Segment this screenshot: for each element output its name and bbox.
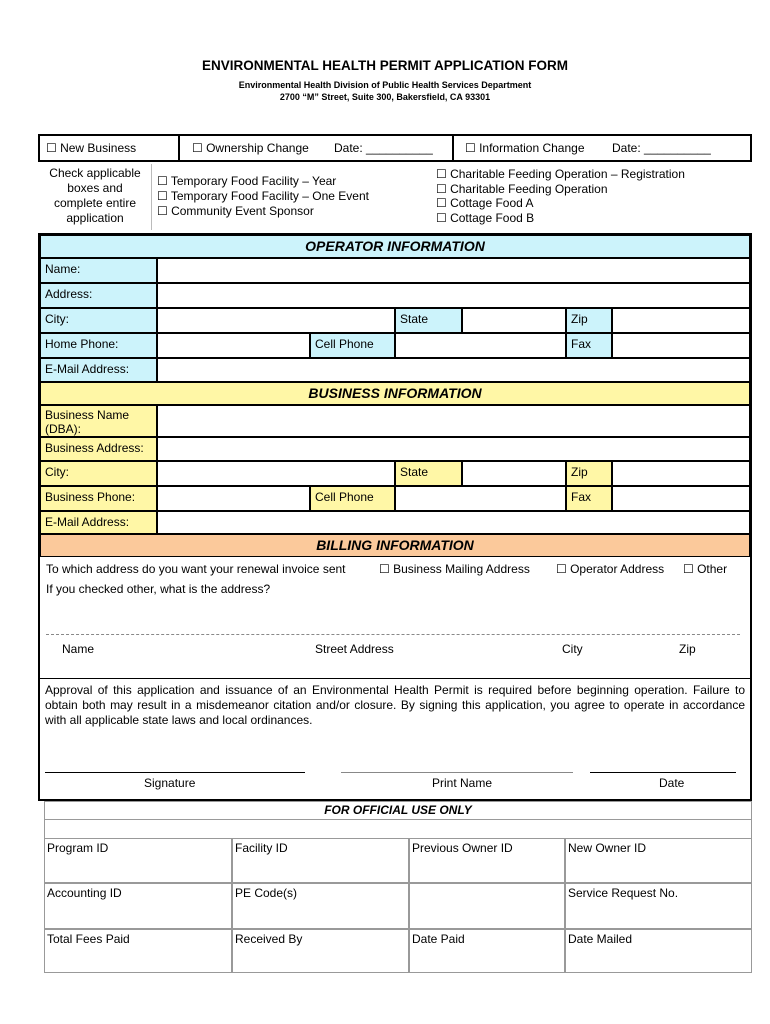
operator-email-field[interactable] (157, 358, 750, 382)
business-fax-label: Fax (566, 486, 612, 511)
temp-food-year-checkbox[interactable]: ☐ Temporary Food Facility – Year (157, 174, 337, 188)
operator-address-label: Address: (40, 283, 157, 308)
total-fees-cell[interactable] (44, 929, 232, 973)
operator-home-phone-label: Home Phone: (40, 333, 157, 358)
pe-code-label: PE Code(s) (235, 886, 298, 900)
billing-col-street: Street Address (315, 642, 394, 656)
business-name-field[interactable] (157, 405, 750, 437)
cottage-food-a-checkbox[interactable]: ☐ Cottage Food A (436, 196, 534, 210)
operator-address-field[interactable] (157, 283, 750, 308)
billing-col-zip: Zip (679, 642, 696, 656)
previous-owner-id-label: Previous Owner ID (412, 841, 513, 855)
business-email-field[interactable] (157, 511, 750, 534)
program-id-label: Program ID (47, 841, 109, 855)
billing-col-city: City (562, 642, 583, 656)
ownership-change-date[interactable]: Date: __________ (334, 141, 433, 155)
business-phone-field[interactable] (157, 486, 310, 511)
instruction-text: Check applicable boxes and complete entire application (49, 166, 141, 225)
service-request-label: Service Request No. (568, 886, 679, 900)
billing-business-mailing-checkbox[interactable]: ☐ Business Mailing Address (379, 562, 530, 576)
charitable-feeding-checkbox[interactable]: ☐ Charitable Feeding Operation (436, 182, 608, 196)
business-phone-label: Business Phone: (40, 486, 157, 511)
billing-question: To which address do you want your renewal invoice sent (46, 562, 346, 576)
signature-line[interactable] (45, 772, 305, 773)
business-address-label: Business Address: (40, 437, 157, 461)
operator-state-field[interactable] (462, 308, 566, 333)
pe-code-cell[interactable] (232, 883, 409, 929)
accounting-id-cell[interactable] (44, 883, 232, 929)
billing-address-line[interactable] (46, 634, 740, 635)
cottage-food-b-checkbox[interactable]: ☐ Cottage Food B (436, 211, 535, 225)
business-state-field[interactable] (462, 461, 566, 486)
date-mailed-label: Date Mailed (568, 932, 633, 946)
billing-other-prompt: If you checked other, what is the address? (46, 582, 271, 596)
operator-home-phone-field[interactable] (157, 333, 310, 358)
department-name: Environmental Health Division of Public Health Services Department (238, 80, 532, 90)
date-paid-cell[interactable] (409, 929, 565, 973)
program-id-cell[interactable] (44, 838, 232, 883)
business-name-label: Business Name (DBA): (40, 405, 157, 437)
billing-info-heading: BILLING INFORMATION (40, 534, 750, 557)
operator-name-field[interactable] (157, 258, 750, 283)
new-business-checkbox[interactable]: ☐ New Business (46, 141, 137, 155)
business-state-label: State (395, 461, 462, 486)
business-city-field[interactable] (157, 461, 395, 486)
date-paid-label: Date Paid (412, 932, 465, 946)
billing-other-checkbox[interactable]: ☐ Other (683, 562, 728, 576)
service-request-cell[interactable] (565, 883, 752, 929)
business-zip-field[interactable] (612, 461, 750, 486)
date-label: Date (659, 776, 685, 790)
signature-label: Signature (144, 776, 196, 790)
department-address: 2700 “M” Street, Suite 300, Bakersfield, CA 93301 (279, 92, 491, 102)
operator-info-heading: OPERATOR INFORMATION (40, 235, 750, 258)
operator-cell-phone-label: Cell Phone (310, 333, 395, 358)
received-by-cell[interactable] (232, 929, 409, 973)
business-cell-phone-field[interactable] (395, 486, 566, 511)
business-email-label: E-Mail Address: (40, 511, 157, 534)
business-info-heading: BUSINESS INFORMATION (40, 382, 750, 405)
operator-state-label: State (395, 308, 462, 333)
date-mailed-cell[interactable] (565, 929, 752, 973)
business-cell-phone-label: Cell Phone (310, 486, 395, 511)
temp-food-one-event-checkbox[interactable]: ☐ Temporary Food Facility – One Event (157, 189, 369, 203)
information-change-date[interactable]: Date: __________ (612, 141, 711, 155)
billing-operator-address-checkbox[interactable]: ☐ Operator Address (556, 562, 665, 576)
received-by-label: Received By (235, 932, 303, 946)
operator-name-label: Name: (40, 258, 157, 283)
facility-id-label: Facility ID (235, 841, 288, 855)
print-name-line[interactable] (341, 772, 573, 773)
operator-zip-label: Zip (566, 308, 612, 333)
previous-owner-id-cell[interactable] (409, 838, 565, 883)
information-change-checkbox[interactable]: ☐ Information Change (465, 141, 585, 155)
blank-official-cell[interactable] (409, 883, 565, 929)
operator-fax-label: Fax (566, 333, 612, 358)
approval-statement: Approval of this application and issuance of an Environmental Health Permit is required before beginning operation. Failure to obtain both may result in a misdemeanor citation and/or closure. By signing this application, you agree to operate in accordance with all applicable state laws and local ordinances. (45, 683, 745, 727)
print-name-label: Print Name (432, 776, 493, 790)
business-zip-label: Zip (566, 461, 612, 486)
operator-city-label: City: (40, 308, 157, 333)
operator-city-field[interactable] (157, 308, 395, 333)
form-title: ENVIRONMENTAL HEALTH PERMIT APPLICATION FORM (202, 58, 568, 73)
accounting-id-label: Accounting ID (47, 886, 122, 900)
business-city-label: City: (40, 461, 157, 486)
facility-id-cell[interactable] (232, 838, 409, 883)
total-fees-label: Total Fees Paid (47, 932, 130, 946)
charitable-registration-checkbox[interactable]: ☐ Charitable Feeding Operation – Registration (436, 167, 685, 181)
business-address-field[interactable] (157, 437, 750, 461)
operator-fax-field[interactable] (612, 333, 750, 358)
operator-cell-phone-field[interactable] (395, 333, 566, 358)
official-use-heading: FOR OFFICIAL USE ONLY (324, 803, 472, 817)
operator-zip-field[interactable] (612, 308, 750, 333)
new-owner-id-cell[interactable] (565, 838, 752, 883)
business-fax-field[interactable] (612, 486, 750, 511)
date-line[interactable] (590, 772, 736, 773)
ownership-change-checkbox[interactable]: ☐ Ownership Change (192, 141, 309, 155)
billing-col-name: Name (62, 642, 95, 656)
community-event-sponsor-checkbox[interactable]: ☐ Community Event Sponsor (157, 204, 314, 218)
new-owner-id-label: New Owner ID (568, 841, 647, 855)
operator-email-label: E-Mail Address: (40, 358, 157, 382)
